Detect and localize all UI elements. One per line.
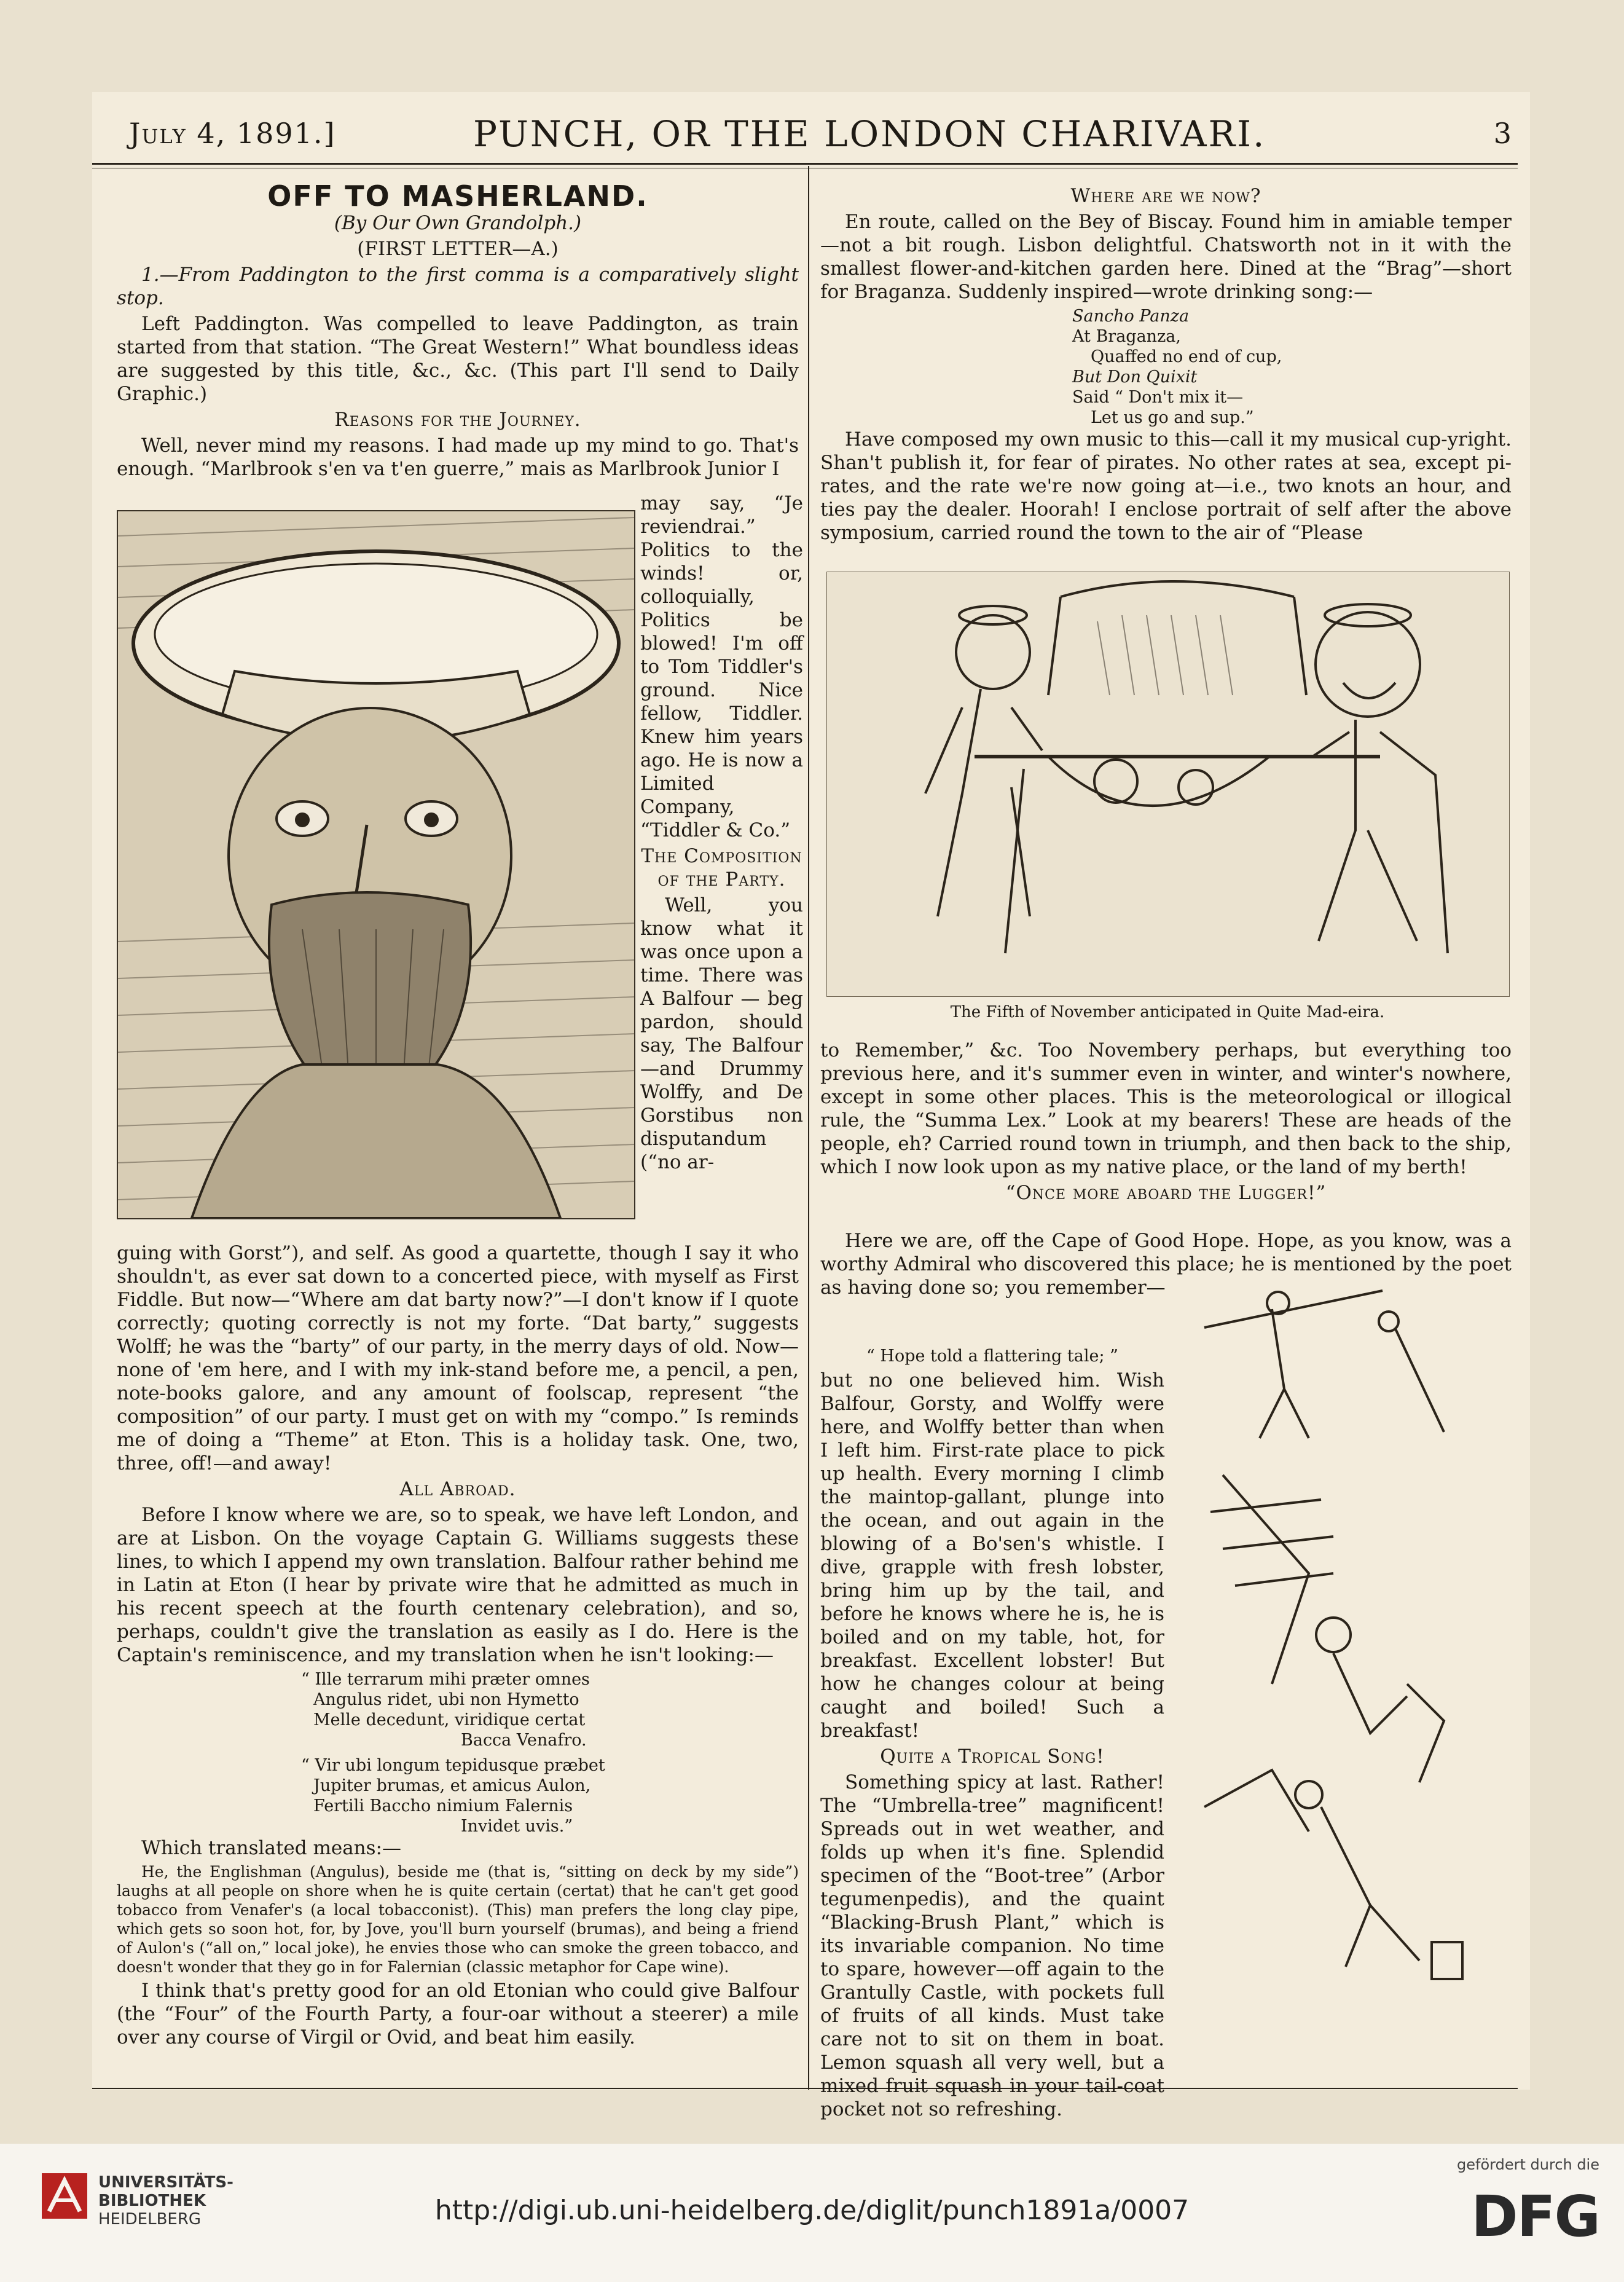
article-heading: OFF TO MASHERLAND. <box>267 179 648 213</box>
section-heading: Quite a Tropical Song! <box>880 1745 1105 1768</box>
right-column-top <box>820 184 1512 547</box>
paragraph: 1.—From Paddington to the first comma is a comparatively slight stop. <box>117 264 799 309</box>
verse-line: “ Ille terrarum mihi præter omnes <box>301 1670 590 1689</box>
verse-line: Sancho Panza <box>1072 307 1190 326</box>
library-name-line: HEIDELBERG <box>98 2210 202 2229</box>
latin-verse <box>117 1669 799 1836</box>
section-heading: All Abroad. <box>399 1478 516 1500</box>
paragraph: En route, called on the Bey of Biscay. Found him in amiable temper—not a bit rough. Lisbon delightful. Chatsworth not in it with the smallest flower-and-kitchen garden here. Dined at the “Brag”—short for Braganza. Suddenly inspired—wrote drinking song:— <box>820 211 1512 303</box>
library-name-line: BIBLIOTHEK <box>98 2192 206 2210</box>
right-column-middle <box>820 1039 1512 1207</box>
cartoon-caption: The Fifth of November anticipated in Quite Mad-eira. <box>950 1003 1385 1021</box>
verse-line: Melle decedunt, viridique certat <box>313 1710 586 1729</box>
paragraph: Have composed my own music to this—call it my musical cup-yright. Shan't publish it, for fear of pirates. No other rates at sea, except pi-rates, and the rate we're now going at—i.e., two knots an hour, and ties pay the dealer. Hoorah! I enclose portrait of self after the above symposium, carried round the town to the air of “Please <box>820 428 1512 544</box>
header-rule <box>92 163 1518 165</box>
paragraph: Well, never mind my reasons. I had made up my mind to go. That's enough. “Marlbrook s'en va t'en guerre,” mais as Marlbrook Junior I <box>117 435 799 480</box>
portrait-engraving <box>117 510 635 1219</box>
left-column-top <box>117 179 799 483</box>
paragraph: Well, you know what it was once upon a time. There was A Balfour — beg pardon, should say, The Balfour —and Drummy Wolffy, and De Gorstibus non disputandum (“no ar- <box>640 894 803 1173</box>
footer-rule <box>92 2088 1518 2089</box>
paragraph: Before I know where we are, so to speak, we have left London, and are at Lisbon. On the voyage Captain G. Williams suggests these lines, to which I append my own translation. Balfour rather behind me in Latin at Eton (I hear by private wire that he admitted as much in his recent speech at the fourth centenary celebration), and so, perhaps, couldn't give the translation as easily as I do. Here is the Captain's reminiscence, and my translation when he isn't looking:— <box>117 1504 799 1666</box>
funding-note: gefördert durch die <box>1457 2156 1599 2173</box>
paragraph: Something spicy at last. Rather! The “Umbrella-tree” magnificent! Spreads out in wet weather, and folds up when it's fine. Splendid specimen of the “Boot-tree” (Arbor tegumenpedis), and the quaint “Blacking-Brush Plant,” which is its invariable companion. No time to spare, however—off again to the Grantully Castle, with pockets full of fruits of all kinds. Must take care not to sit on them in boat. Lemon squash all very well, but a mixed fruit squash in your tail-coat pocket not so refreshing. <box>820 1771 1164 2120</box>
side-sketch-illustration <box>1186 1254 1518 1997</box>
paragraph: to Remember,” &c. Too Novembery perhaps, but everything too previous here, and it's summer even in winter, and winter's nowhere, except in some other places. This is the meteorological or illogical rule, the “Summa Lex.” Look at my bearers! These are heads of the people, eh? Carried round town in triumph, and then back to the ship, which I now look upon as my native place, or the land of my berth! <box>820 1039 1512 1178</box>
verse-line: At Braganza, <box>1072 327 1181 346</box>
section-heading: Reasons for the Journey. <box>334 409 581 431</box>
verse-line: Bacca Venafro. <box>461 1731 587 1750</box>
verse-line: Fertili Baccho nimium Falernis <box>313 1796 573 1816</box>
section-heading: The Composition of the Party. <box>641 845 802 891</box>
page-number: 3 <box>1493 117 1512 150</box>
paragraph: may say, “Je reviendrai.” Politics to the winds! or, colloquially, Politics be blowed! I'm off to Tom Tiddler's ground. Nice fellow, Tiddler. Knew him years ago. He is now a Limited Company, “Tiddler & Co.” <box>640 492 803 841</box>
paragraph: Which translated means:— <box>141 1837 401 1859</box>
verse-line: Invidet uvis.” <box>461 1817 573 1836</box>
translation-paragraph: He, the Englishman (Angulus), beside me (that is, “sitting on deck by my side”) laughs at all people on shore when he is quite certain (certat) that he can't get good tobacco from Venafer's (a local tobacconist). (This) man prefers the long clay pipe, which gets so soon hot, for, by Jove, you'll burn yourself (brumas), and being a friend of Aulon's (“all on,” local joke), he envies those who can smoke the green tobacco, and doesn't wonder that they go in for Falernian (classic metaphor for Cape wine). <box>117 1863 799 1976</box>
left-column-bottom <box>117 1241 799 2052</box>
paragraph: I think that's pretty good for an old Etonian who could give Balfour (the “Four” of the Fourth Party, a four-oar without a steerer) a mile over any course of Virgil or Ovid, and beat him easily. <box>117 1980 799 2048</box>
publication-title: PUNCH, OR THE LONDON CHARIVARI. <box>473 113 1266 155</box>
quotation: “ Hope told a flattering tale; ” <box>866 1347 1118 1366</box>
verse-line: Quaffed no end of cup, <box>1091 347 1282 366</box>
cartoon-illustration <box>826 572 1510 997</box>
verse-line: Let us go and sup.” <box>1091 408 1254 427</box>
issue-date: July 4, 1891.] <box>129 117 336 150</box>
section-heading: Where are we now? <box>1070 185 1261 207</box>
paragraph: Here we are, off the Cape of Good Hope. Hope, as you know, was a worthy Admiral who discovered this place; he is mentioned by the poet as having done so; you remember— <box>820 1230 1512 1299</box>
paragraph: guing with Gorst”), and self. As good a quartette, though I say it who shouldn't, as ever sat down to a concerted piece, with myself as First Fiddle. But now—“Where am dat barty now?”—I don't know if I quote correctly; quoting correctly is not my forte. “Dat barty,” suggests Wolff; he was the “barty” of our party, in the merry days of old. Now—none of 'em here, and I with my ink-stand before me, a pencil, a pen, note-books galore, and any amount of foolscap, represent “the composition” of our party. I must get on with my “compo.” Is reminds me of doing a “Theme” at Eton. This is a holiday task. One, two, three, off!—and away! <box>117 1242 799 1474</box>
column-divider <box>808 166 809 2090</box>
verse-line: Said “ Don't mix it— <box>1072 388 1244 407</box>
verse-line: But Don Quixit <box>1072 368 1198 387</box>
dfg-logo: DFG <box>1471 2184 1599 2249</box>
verse-line: Angulus ridet, ubi non Hymetto <box>313 1690 579 1709</box>
verse-line: Jupiter brumas, et amicus Aulon, <box>313 1776 591 1795</box>
running-header <box>92 113 1524 155</box>
paragraph: but no one believed him. Wish Balfour, Gorsty, and Wolffy were here, and Wolffy better than when I left him. First-rate place to pick up health. Every morning I climb the maintop-gallant, plunge into the ocean, and out again in the blowing of a Bo'sen's whistle. I dive, grapple with fresh lobster, bring him up by the tail, and before he knows where he is, he is boiled and on my table, hot, for breakfast. Excellent lobster! But how he changes colour at being caught and boiled! Such a breakfast! <box>820 1369 1164 1742</box>
right-column-narrow <box>820 1254 1164 2123</box>
letter-label: (FIRST LETTER—A.) <box>357 238 559 260</box>
paragraph: Left Paddington. Was compelled to leave Paddington, as train started from that station. “The Great Western!” What boundless ideas are suggested by this title, &c., &c. (This part I'll send to Daily Graphic.) <box>117 313 799 405</box>
byline: (By Our Own Grandolph.) <box>334 212 582 234</box>
section-heading: “Once more aboard the Lugger!” <box>1005 1182 1327 1204</box>
digitization-footer <box>0 2144 1624 2282</box>
left-narrow-column <box>640 492 803 1176</box>
library-name-line: UNIVERSITÄTS- <box>98 2173 233 2192</box>
verse-line: “ Vir ubi longum tepidusque præbet <box>301 1756 605 1775</box>
source-url-link[interactable]: http://digi.ub.uni-heidelberg.de/diglit/punch1891a/0007 <box>434 2195 1190 2226</box>
drinking-song <box>820 306 1512 428</box>
